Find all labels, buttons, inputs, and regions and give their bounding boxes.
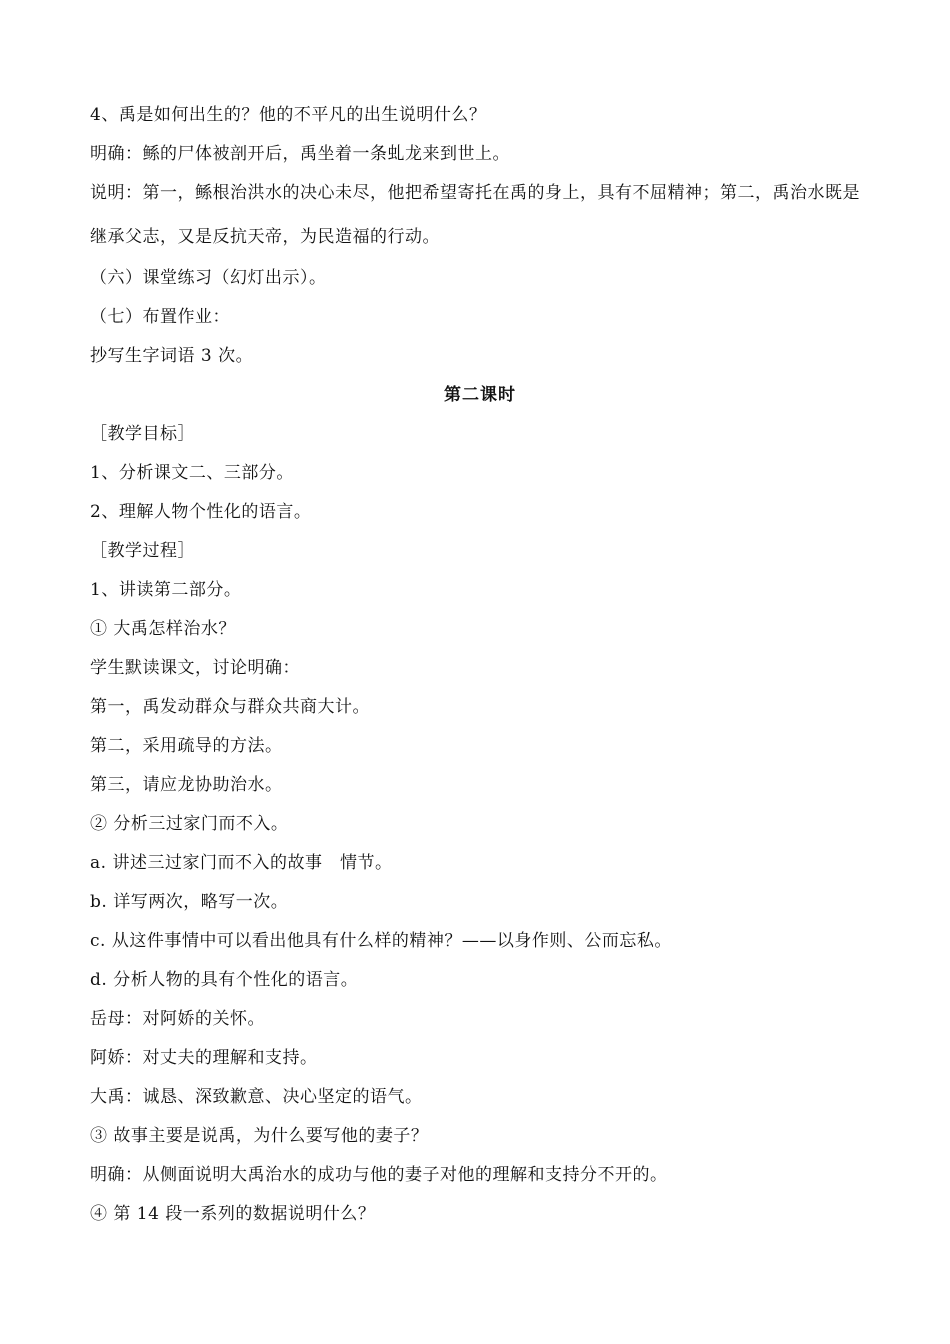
process-step-1: 1、讲读第二部分。 (90, 580, 242, 600)
sub-question-4: ④ 第 14 段一系列的数据说明什么？ (90, 1204, 376, 1224)
sub-question-3-answer: 明确：从侧面说明大禹治水的成功与他的妻子对他的理解和支持分不开的。 (90, 1165, 668, 1185)
item-a: a. 讲述三过家门而不入的故事 情节。 (90, 853, 393, 873)
point-1: 第一，禹发动群众与群众共商大计。 (90, 697, 370, 717)
homework-text: 抄写生字词语 3 次。 (90, 346, 254, 366)
question-4: 4、禹是如何出生的？他的不平凡的出生说明什么？ (90, 105, 487, 125)
sub-question-2: ② 分析三过家门而不入。 (90, 814, 289, 834)
item-b: b. 详写两次，略写一次。 (90, 892, 289, 912)
point-3: 第三，请应龙协助治水。 (90, 775, 283, 795)
document-body (90, 96, 870, 1234)
answer-4: 明确：鲧的尸体被剖开后，禹坐着一条虬龙来到世上。 (90, 144, 510, 164)
mother-in-law-line: 岳母：对阿娇的关怀。 (90, 1009, 265, 1029)
discussion-intro: 学生默读课文，讨论明确： (90, 658, 300, 678)
teaching-goals-title: ［教学目标］ (90, 424, 195, 444)
dayu-line: 大禹：诚恳、深致歉意、决心坚定的语气。 (90, 1087, 423, 1107)
sub-question-1: ① 大禹怎样治水？ (90, 619, 236, 639)
ajiao-line: 阿娇：对丈夫的理解和支持。 (90, 1048, 318, 1068)
goal-1: 1、分析课文二、三部分。 (90, 463, 294, 483)
goal-2: 2、理解人物个性化的语言。 (90, 502, 312, 522)
class-exercise: （六）课堂练习（幻灯出示）。 (90, 268, 327, 288)
sub-question-3: ③ 故事主要是说禹，为什么要写他的妻子？ (90, 1126, 429, 1146)
explanation-paragraph: 说明：第一，鲧根治洪水的决心未尽，他把希望寄托在禹的身上，具有不屈精神；第二，禹治水既是继承父志，又是反抗天帝，为民造福的行动。 (90, 183, 860, 247)
teaching-process-title: ［教学过程］ (90, 541, 195, 561)
point-2: 第二，采用疏导的方法。 (90, 736, 283, 756)
lesson-2-title: 第二课时 (444, 385, 516, 405)
item-c: c. 从这件事情中可以看出他具有什么样的精神？——以身作则、公而忘私。 (90, 931, 672, 951)
item-d: d. 分析人物的具有个性化的语言。 (90, 970, 359, 990)
homework-title: （七）布置作业： (90, 307, 230, 327)
